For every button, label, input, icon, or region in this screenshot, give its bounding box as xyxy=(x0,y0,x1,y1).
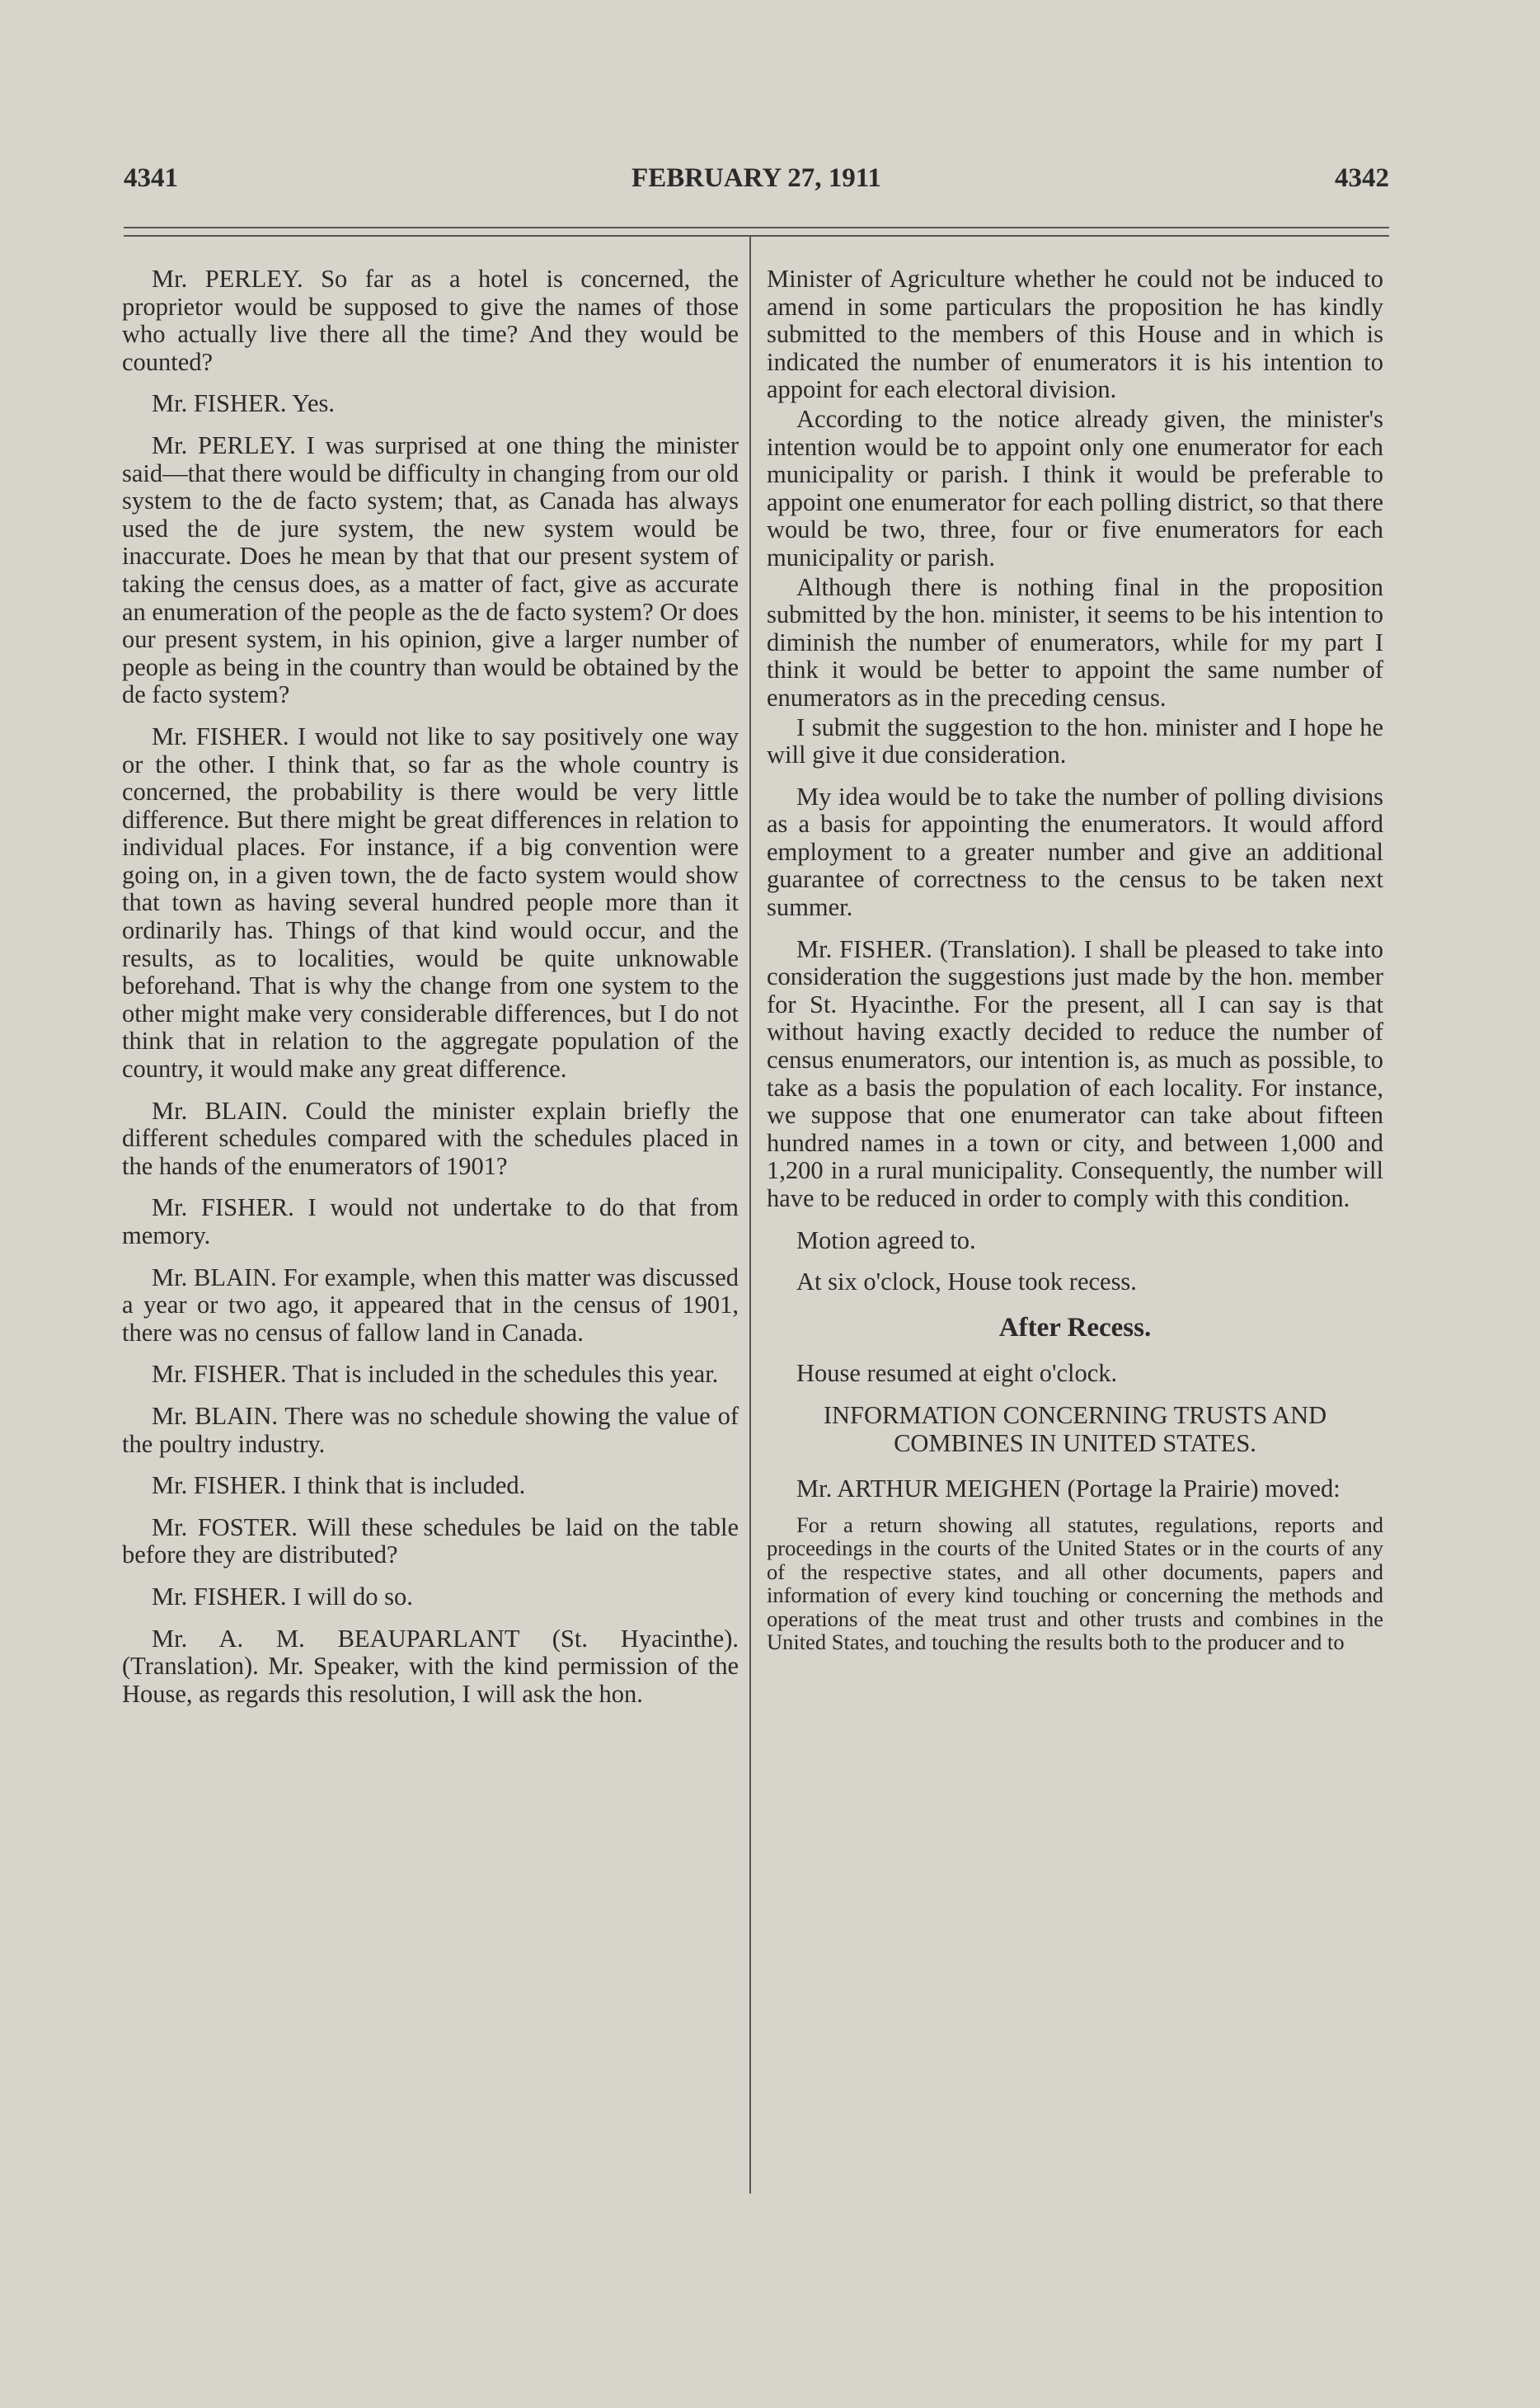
right-column xyxy=(767,266,1383,1654)
paragraph: Although there is nothing final in the proposition submitted by the hon. minister, it seems to be his intention to diminish the number of enumerators, while for my part I think it would be better to appoint the same number of enumerators as in the preceding census. xyxy=(767,572,1383,712)
column-divider xyxy=(749,235,751,2194)
paragraph: Mr. FISHER. I would not like to say positively one way or the other. I think that, so far as the whole country is concerned, the probability is there would be very little difference. But there might be great differences in relation to individual places. For instance, if a big convention were going on, in a given town, the de facto system would show that town as having several hundred people more than it ordinarily has. Things of that kind would occur, and the results, as to localities, would be quite unknowable beforehand. That is why the change from one system to the other might make very considerable differences, but I do not think that in relation to the aggregate population of the country, it would make any great difference. xyxy=(122,722,739,1084)
paragraph: Mr. BLAIN. There was no schedule showing the value of the poultry industry. xyxy=(122,1401,739,1458)
paragraph: Mr. A. M. BEAUPARLANT (St. Hyacinthe). (Translation). Mr. Speaker, with the kind permission of the House, as regards this resolution, I will ask the hon. xyxy=(122,1624,739,1708)
header-rule-top xyxy=(124,227,1389,228)
paragraph: Mr. BLAIN. For example, when this matter was discussed a year or two ago, it appeared that in the census of 1901, there was no census of fallow land in Canada. xyxy=(122,1263,739,1347)
paragraph: Minister of Agriculture whether he could not be induced to amend in some particulars the proposition he has kindly submitted to the members of this House and in which is indicated the number of enumerators it is his intention to appoint for each electoral division. xyxy=(767,265,1383,404)
paragraph: House resumed at eight o'clock. xyxy=(796,1359,1118,1388)
paragraph: Mr. PERLEY. So far as a hotel is concerned, the proprietor would be supposed to give the names of those who actually live there all the time? And they would be counted? xyxy=(122,265,739,376)
paragraph: Mr. BLAIN. Could the minister explain briefly the different schedules compared with the schedules placed in the hands of the enumerators of 1901? xyxy=(122,1096,739,1180)
paragraph: Mr. FISHER. I will do so. xyxy=(152,1582,413,1611)
paragraph: Mr. FOSTER. Will these schedules be laid on the table before they are distributed? xyxy=(122,1512,739,1569)
page-header xyxy=(124,163,1389,205)
page-date: FEBRUARY 27, 1911 xyxy=(631,163,881,193)
paragraph: Motion agreed to. xyxy=(796,1225,976,1254)
paragraph: Mr. FISHER. Yes. xyxy=(152,389,336,418)
section-heading-trusts: INFORMATION CONCERNING TRUSTS AND COMBINES IN UNITED STATES. xyxy=(823,1400,1327,1457)
page-number-left: 4341 xyxy=(124,163,178,193)
paragraph: Mr. ARTHUR MEIGHEN (Portage la Prairie) moved: xyxy=(796,1474,1340,1503)
quoted-motion: For a return showing all statutes, regulations, reports and proceedings in the courts of the United States or in the courts of any of the respective states, and all other documents, papers and information of every kind touching or concerning the methods and operations of the meat trust and other trusts and combines in the United States, and touching the results both to the producer and to xyxy=(767,1512,1383,1655)
paragraph: Mr. FISHER. I think that is included. xyxy=(152,1471,526,1500)
paragraph: According to the notice already given, the minister's intention would be to appoint only one enumerator for each municipality or parish. I think it would be preferable to appoint one enumerator for each polling district, so that there would be two, three, four or five enumerators for each municipality or parish. xyxy=(767,404,1383,571)
page-number-right: 4342 xyxy=(1335,163,1389,193)
paragraph: Mr. FISHER. (Translation). I shall be pleased to take into consideration the suggestions just made by the hon. member for St. Hyacinthe. For the present, all I can say is that without having exactly decided to reduce the number of census enumerators, our intention is, as much as possible, to take as a basis the population of each locality. For instance, we suppose that one enumerator can take about fifteen hundred names in a town or city, and between 1,000 and 1,200 in a rural municipality. Consequently, the number will have to be reduced in order to comply with this condition. xyxy=(767,934,1383,1212)
left-column xyxy=(122,266,739,1722)
paragraph: Mr. PERLEY. I was surprised at one thing the minister said—that there would be difficulty in changing from our old system to the de facto system; that, as Canada has always used the de jure system, the new system would be inaccurate. Does he mean by that that our present system of taking the census does, as a matter of fact, give as accurate an enumeration of the people as the de facto system? Or does our present system, in his opinion, give a larger number of people as being in the country than would be obtained by the de facto system? xyxy=(122,430,739,709)
paragraph: Mr. FISHER. That is included in the schedules this year. xyxy=(152,1360,719,1389)
paragraph: My idea would be to take the number of polling divisions as a basis for appointing the enumerators. It would afford employment to a greater number and give an additional guarantee of correctness to the census to be taken next summer. xyxy=(767,782,1383,922)
header-rule-bottom xyxy=(124,235,1389,237)
paragraph: At six o'clock, House took recess. xyxy=(796,1267,1137,1296)
paragraph: Mr. FISHER. I would not undertake to do that from memory. xyxy=(122,1193,739,1249)
paragraph: I submit the suggestion to the hon. minister and I hope he will give it due consideration. xyxy=(767,713,1383,769)
section-heading-after-recess: After Recess. xyxy=(998,1312,1152,1343)
